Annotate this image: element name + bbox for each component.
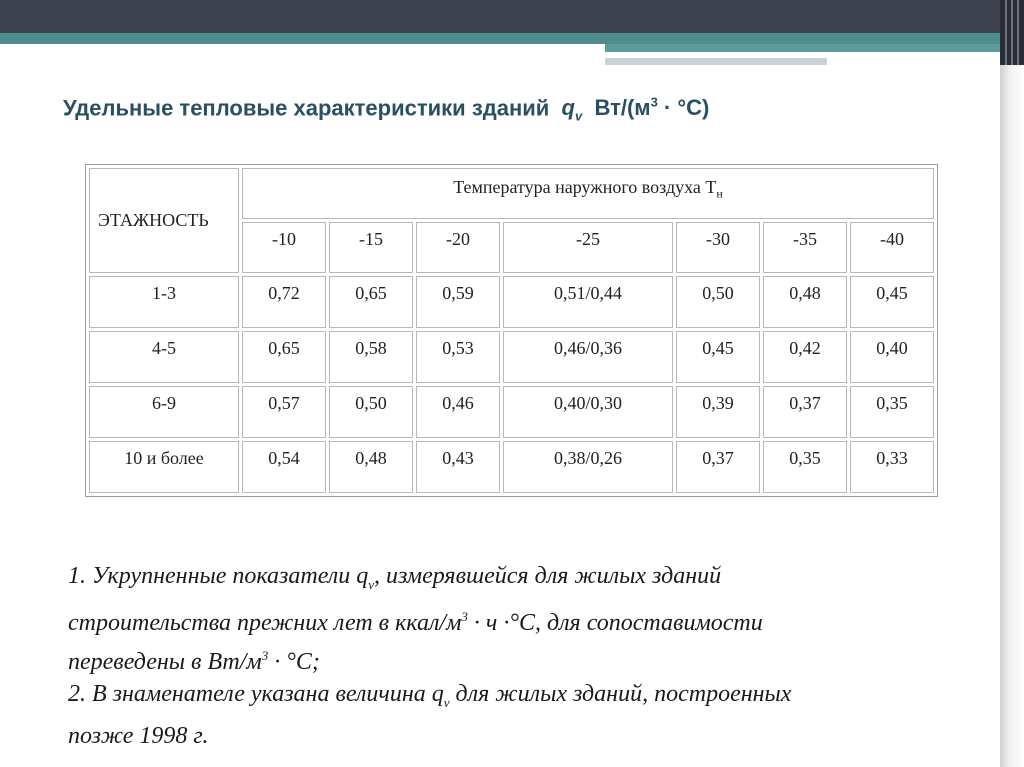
header-bar [0,0,1024,33]
title-text: Удельные тепловые характеристики зданий [63,95,550,121]
value-cell: 0,65 [242,331,326,383]
temperature-cell: -15 [329,222,413,273]
value-cell: 0,46/0,36 [503,331,673,383]
temperature-cell: -35 [763,222,847,273]
note-1-line-1: 1. Укрупненные показатели $q_v$, измерявшейся для жилых зданий [68,563,722,592]
slide-title [63,95,709,124]
right-edge-stripe [1017,0,1019,65]
value-cell: 0,37 [676,441,760,493]
header-grey-strip [605,58,827,65]
notes [68,560,968,752]
value-cell: 0,45 [850,276,934,328]
value-cell: 0,35 [850,386,934,438]
value-cell: 0,43 [416,441,500,493]
value-cell: 0,38/0,26 [503,441,673,493]
temperature-cell: -40 [850,222,934,273]
floors-cell: 4-5 [89,331,239,383]
value-cell: 0,50 [676,276,760,328]
value-cell: 0,72 [242,276,326,328]
value-cell: 0,57 [242,386,326,438]
temperature-header: Температура наружного воздуха $Т_н$ [242,168,934,219]
value-cell: 0,58 [329,331,413,383]
value-cell: 0,40 [850,331,934,383]
value-cell: 0,50 [329,386,413,438]
note-1-line-3: переведены в $Вт/м^3 \cdot ^\circ С$; [68,647,320,675]
header-accent-stripe [0,33,1000,44]
value-cell: 0,59 [416,276,500,328]
title-unit: $Вт/(м^3 \cdot ^\circ С)$ [594,95,710,121]
temperature-cell: -10 [242,222,326,273]
floors-cell: 6-9 [89,386,239,438]
value-cell: 0,33 [850,441,934,493]
value-cell: 0,48 [329,441,413,493]
temperature-cell: -25 [503,222,673,273]
right-edge-stripe [1005,0,1007,65]
value-cell: 0,45 [676,331,760,383]
table-row [89,441,934,493]
header-accent-stripe-short [605,44,1000,52]
floors-cell: 10 и более [89,441,239,493]
note-2-line-2: позже 1998 г. [68,722,209,749]
value-cell: 0,51/0,44 [503,276,673,328]
value-cell: 0,37 [763,386,847,438]
thermal-characteristics-table [85,164,938,497]
note-1-line-2: строительства прежних лет в ккал/$м^3 \cdot ч \cdot^\circ С$, для сопоставимости [68,609,763,637]
value-cell: 0,53 [416,331,500,383]
right-edge-bar [1000,0,1024,767]
header-divider-line [605,53,950,55]
value-cell: 0,65 [329,276,413,328]
value-cell: 0,48 [763,276,847,328]
value-cell: 0,46 [416,386,500,438]
value-cell: 0,39 [676,386,760,438]
note-2-line-1: 2. В знаменателе указана величина $q_v$ для жилых зданий, построенных [68,681,792,711]
table-row [89,276,934,328]
value-cell: 0,35 [763,441,847,493]
right-edge-stripe [1011,0,1013,65]
title-symbol: $q_v$ [561,95,583,124]
floors-header: ЭТАЖНОСТЬ [89,168,239,273]
temperature-cell: -20 [416,222,500,273]
table-row [89,331,934,383]
floors-cell: 1-3 [89,276,239,328]
temperature-cell: -30 [676,222,760,273]
table-row [89,386,934,438]
value-cell: 0,40/0,30 [503,386,673,438]
value-cell: 0,54 [242,441,326,493]
value-cell: 0,42 [763,331,847,383]
